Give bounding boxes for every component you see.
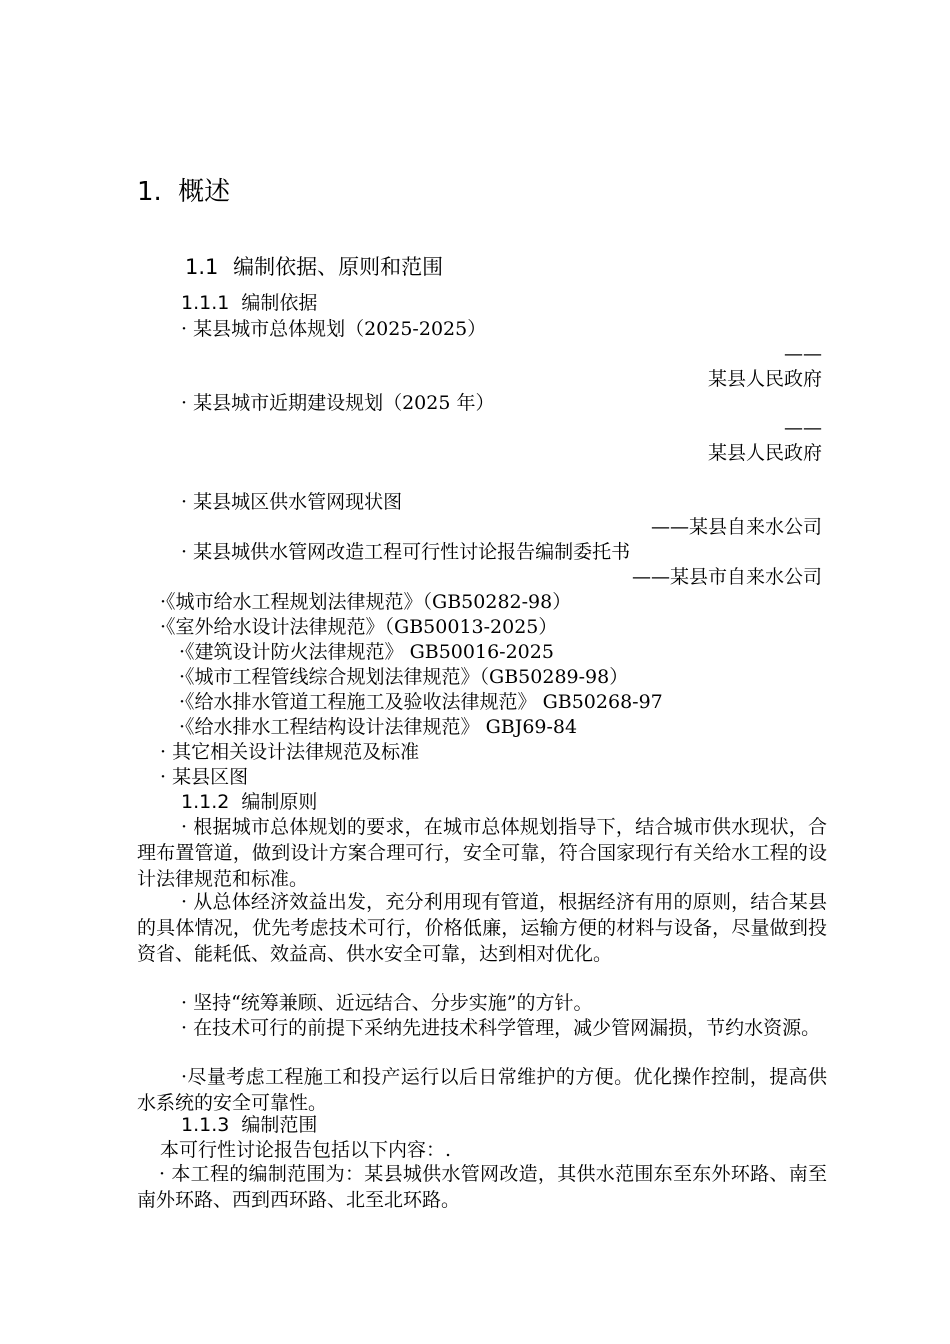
standard-item: ·《室外给水设计法律规范》（GB50013-2025） [160,616,558,638]
subsection-title: 编制原则 [241,791,318,813]
principle-paragraph: ·尽量考虑工程施工和投产运行以后日常维护的方便。优化操作控制，提高供水系统的安全可靠性。 [137,1066,827,1114]
standard-item: ·《给水排水管道工程施工及验收法律规范》 GB50268-97 [179,691,663,713]
subsection-heading-scope [181,1113,317,1137]
basis-item: · 某县城供水管网改造工程可行性讨论报告编制委托书 [181,541,631,563]
basis-source: ——某县市自来水公司 [631,566,822,588]
subsection-heading-basis [181,291,317,315]
standard-item: ·《给水排水工程结构设计法律规范》 GBJ69-84 [179,716,578,738]
basis-item: · 某县城区供水管网现状图 [181,491,403,513]
section-number: 1.1 [185,255,219,279]
basis-item: · 某县城市近期建设规划（2025 年） [181,392,495,414]
standard-item: ·《城市给水工程规划法律规范》（GB50282-98） [160,591,572,613]
subsection-title: 编制范围 [241,1114,318,1136]
basis-source: ——某县自来水公司 [650,516,822,538]
scope-intro: 本可行性讨论报告包括以下内容：. [160,1139,452,1161]
basis-dash: —— [784,343,822,365]
standard-item: ·《城市工程管线综合规划法律规范》（GB50289-98） [179,666,629,688]
section-title: 编制依据、原则和范围 [233,255,444,279]
subsection-number: 1.1.1 [181,292,230,314]
standard-item: ·《建筑设计防火法律规范》 GB50016-2025 [179,641,554,663]
standard-item: · 其它相关设计法律规范及标准 [160,741,420,763]
chapter-number: 1. [137,177,162,207]
standard-item: · 某县区图 [160,766,249,788]
basis-dash: —— [784,417,822,439]
principle-paragraph: · 坚持“统筹兼顾、近远结合、分步实施”的方针。 [181,992,593,1014]
subsection-number: 1.1.3 [181,1114,230,1136]
principle-paragraph: · 在技术可行的前提下采纳先进技术科学管理，减少管网漏损，节约水资源。 [181,1017,821,1039]
subsection-heading-principles [181,790,317,814]
subsection-title: 编制依据 [241,292,318,314]
principle-paragraph: · 从总体经济效益出发，充分利用现有管道，根据经济有用的原则，结合某县的具体情况，优先考虑技术可行，价格低廉，运输方便的材料与设备，尽量做到投资省、能耗低、效益高、供水安全可靠，达到相对优化。 [137,891,827,965]
basis-source: 某县人民政府 [707,442,822,464]
section-heading [185,253,443,281]
subsection-number: 1.1.2 [181,791,230,813]
scope-item: · 本工程的编制范围为：某县城供水管网改造，其供水范围东至东外环路、南至南外环路、西到西环路、北至北环路。 [137,1163,827,1211]
basis-source: 某县人民政府 [707,368,822,390]
chapter-title: 概述 [178,177,231,207]
basis-item: · 某县城市总体规划（2025-2025） [181,318,487,340]
principle-paragraph: · 根据城市总体规划的要求，在城市总体规划指导下，结合城市供水现状，合理布置管道，做到设计方案合理可行，安全可靠，符合国家现行有关给水工程的设计法律规范和标准。 [137,816,827,890]
chapter-heading [137,176,230,208]
